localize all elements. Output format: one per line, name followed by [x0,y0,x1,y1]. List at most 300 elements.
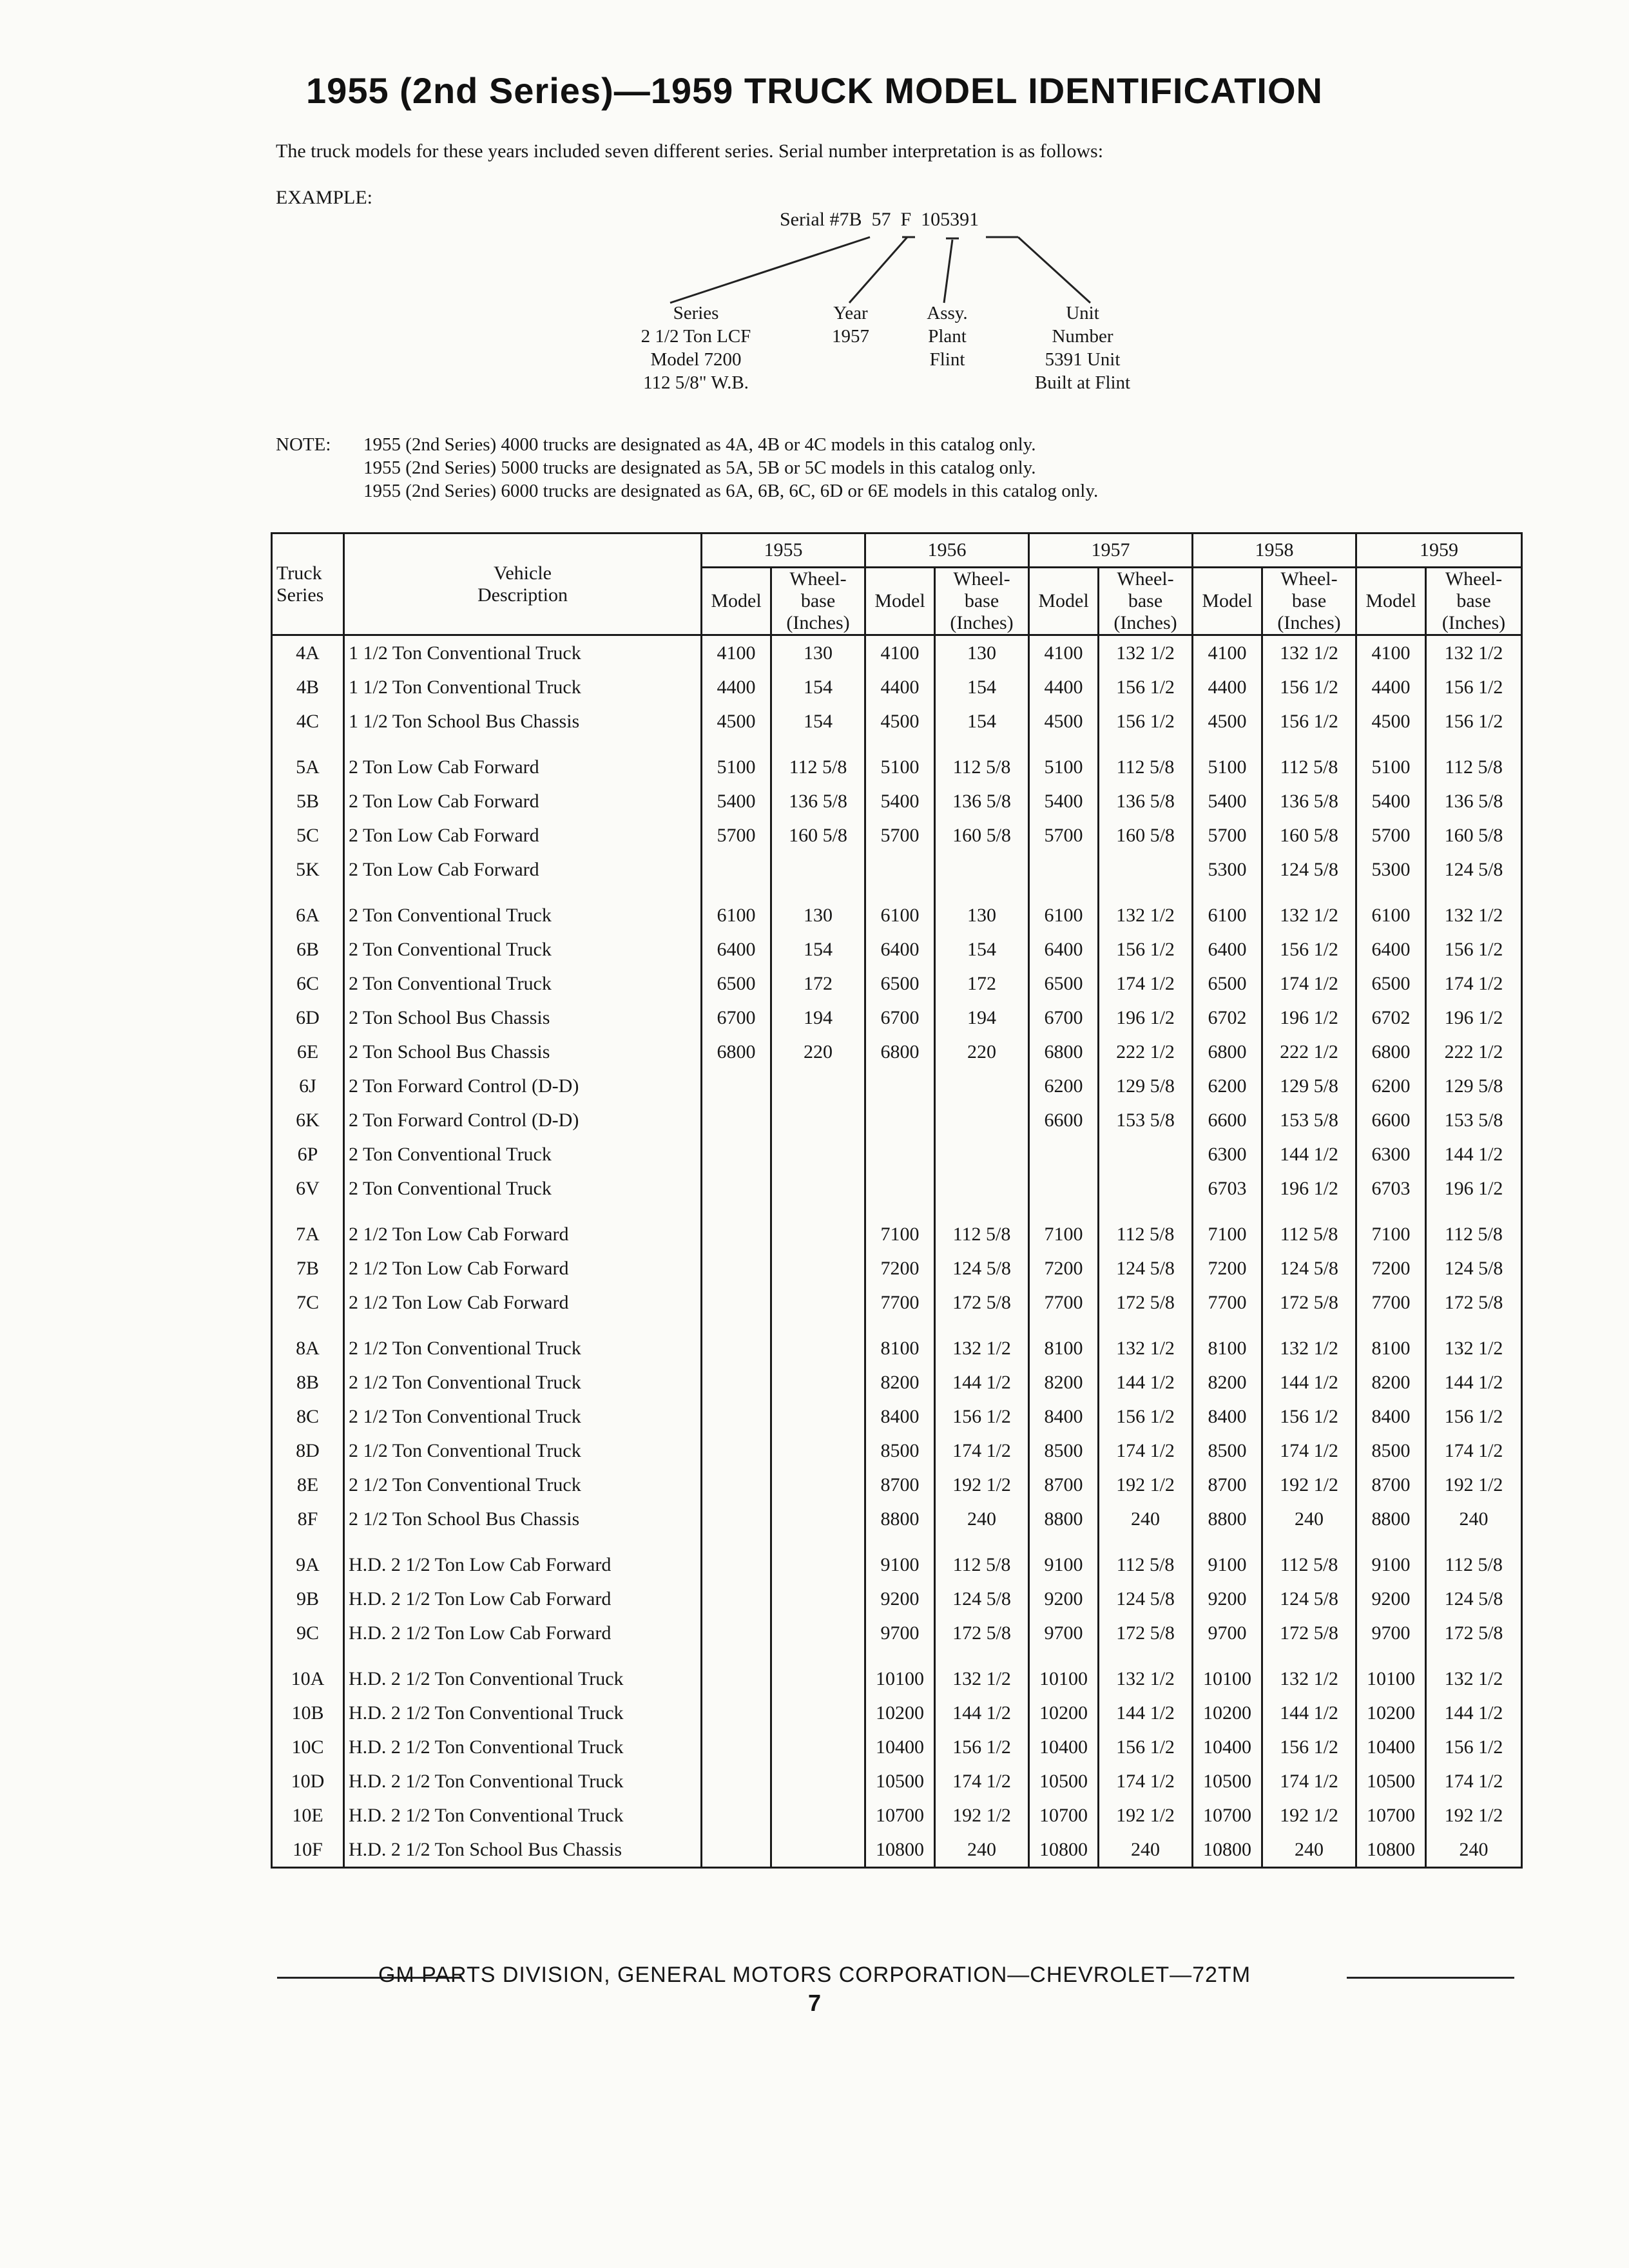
cell-wheelbase: 156 1/2 [1426,704,1522,738]
cell-model: 8700 [1193,1468,1262,1502]
cell-wheelbase: 174 1/2 [1099,1764,1193,1798]
cell-wheelbase [771,1206,865,1251]
cell-model: 10400 [865,1730,935,1764]
cell-wheelbase: 154 [935,670,1029,704]
cell-wheelbase [935,1103,1029,1137]
cell-wheelbase: 144 1/2 [1262,1137,1356,1171]
cell-wheelbase [771,1730,865,1764]
table-row [272,1650,1522,1696]
cell-wheelbase: 132 1/2 [1099,887,1193,932]
example-assy-block [902,302,992,371]
cell-model: 7700 [1356,1285,1426,1320]
cell-model: 6500 [702,966,771,1001]
cell-wheelbase: 112 5/8 [1099,1536,1193,1582]
cell-vehicle-description: 1 1/2 Ton School Bus Chassis [344,704,702,738]
table-row [272,1103,1522,1137]
cell-model [702,1832,771,1868]
cell-model: 4400 [1193,670,1262,704]
cell-model: 10200 [1356,1696,1426,1730]
cell-model: 7200 [1193,1251,1262,1285]
cell-model: 4400 [702,670,771,704]
cell-wheelbase [771,1650,865,1696]
table-row [272,704,1522,738]
cell-model: 10100 [1193,1650,1262,1696]
cell-model [702,1171,771,1206]
cell-model: 7100 [865,1206,935,1251]
cell-wheelbase: 156 1/2 [1262,932,1356,966]
cell-model: 6700 [1029,1001,1099,1035]
cell-wheelbase [1099,1137,1193,1171]
table-row [272,1616,1522,1650]
cell-model: 6800 [1029,1035,1099,1069]
cell-wheelbase: 124 5/8 [1426,852,1522,887]
cell-vehicle-description: 2 Ton Low Cab Forward [344,738,702,784]
cell-wheelbase: 156 1/2 [1099,1730,1193,1764]
table-row [272,818,1522,852]
cell-model: 8400 [1356,1399,1426,1434]
cell-wheelbase: 174 1/2 [1262,1434,1356,1468]
cell-vehicle-description: 2 Ton Forward Control (D-D) [344,1069,702,1103]
cell-vehicle-description: 2 Ton Forward Control (D-D) [344,1103,702,1137]
cell-truck-series: 8C [272,1399,344,1434]
header-year: 1956 [865,533,1029,568]
table-row [272,1251,1522,1285]
header-year: 1958 [1193,533,1356,568]
cell-model: 7200 [1356,1251,1426,1285]
cell-model: 6100 [865,887,935,932]
cell-wheelbase: 174 1/2 [1262,966,1356,1001]
cell-wheelbase: 124 5/8 [935,1251,1029,1285]
cell-vehicle-description: 1 1/2 Ton Conventional Truck [344,635,702,671]
cell-model [1029,852,1099,887]
table-row [272,1365,1522,1399]
cell-wheelbase [771,1468,865,1502]
cell-model: 10800 [1029,1832,1099,1868]
table-row [272,887,1522,932]
cell-wheelbase: 156 1/2 [1426,1399,1522,1434]
cell-model: 6100 [702,887,771,932]
cell-model: 5100 [1356,738,1426,784]
cell-wheelbase [771,1764,865,1798]
table-row [272,635,1522,671]
cell-wheelbase: 112 5/8 [935,1536,1029,1582]
header-year: 1959 [1356,533,1522,568]
cell-model: 10800 [865,1832,935,1868]
cell-wheelbase: 144 1/2 [1426,1137,1522,1171]
cell-model: 9200 [1356,1582,1426,1616]
cell-model: 8400 [1193,1399,1262,1434]
cell-wheelbase: 132 1/2 [1426,635,1522,671]
table-row [272,1206,1522,1251]
cell-truck-series: 6P [272,1137,344,1171]
cell-model [702,1468,771,1502]
cell-model: 9100 [865,1536,935,1582]
cell-model: 8500 [1029,1434,1099,1468]
cell-wheelbase: 124 5/8 [1262,1582,1356,1616]
page-title: 1955 (2nd Series)—1959 TRUCK MODEL IDENTIFICATION [306,70,1323,111]
cell-model: 5700 [702,818,771,852]
cell-wheelbase: 156 1/2 [935,1730,1029,1764]
table-row [272,1001,1522,1035]
truck-model-table [271,532,1523,1869]
intro-text: The truck models for these years included seven different series. Serial number interpretation is as follows: [276,140,1104,162]
cell-model: 6400 [1356,932,1426,966]
cell-model: 9700 [1029,1616,1099,1650]
cell-model [702,1764,771,1798]
example-year-heading: Year [833,303,868,323]
cell-wheelbase: 174 1/2 [1426,1434,1522,1468]
cell-model: 10700 [1193,1798,1262,1832]
cell-truck-series: 6E [272,1035,344,1069]
table-row [272,738,1522,784]
cell-wheelbase: 136 5/8 [1262,784,1356,818]
cell-model: 5700 [1356,818,1426,852]
cell-vehicle-description: 2 Ton Conventional Truck [344,1137,702,1171]
cell-model: 4400 [865,670,935,704]
cell-wheelbase: 124 5/8 [1099,1251,1193,1285]
cell-model: 10700 [865,1798,935,1832]
cell-model: 6700 [702,1001,771,1035]
cell-vehicle-description: 2 1/2 Ton Conventional Truck [344,1434,702,1468]
cell-wheelbase: 144 1/2 [1099,1696,1193,1730]
cell-truck-series: 5C [272,818,344,852]
cell-model: 10400 [1356,1730,1426,1764]
cell-model: 8800 [1193,1502,1262,1536]
cell-model [702,1696,771,1730]
cell-wheelbase: 196 1/2 [1099,1001,1193,1035]
cell-wheelbase: 154 [771,704,865,738]
cell-wheelbase: 174 1/2 [1426,966,1522,1001]
table-row [272,1035,1522,1069]
cell-wheelbase: 196 1/2 [1262,1001,1356,1035]
cell-wheelbase: 240 [1426,1832,1522,1868]
cell-vehicle-description: 2 Ton Conventional Truck [344,966,702,1001]
cell-wheelbase [771,1251,865,1285]
cell-wheelbase: 130 [935,887,1029,932]
table-row [272,670,1522,704]
header-truck-series [272,533,344,635]
cell-model [702,1206,771,1251]
cell-model: 6400 [1193,932,1262,966]
cell-model [702,1650,771,1696]
cell-wheelbase: 156 1/2 [1099,1399,1193,1434]
cell-model: 6300 [1193,1137,1262,1171]
cell-wheelbase [935,1171,1029,1206]
header-model: Model [702,568,771,635]
cell-model: 8800 [1356,1502,1426,1536]
cell-model: 8400 [1029,1399,1099,1434]
cell-wheelbase: 172 5/8 [935,1616,1029,1650]
cell-wheelbase: 132 1/2 [1426,887,1522,932]
cell-model: 6500 [1193,966,1262,1001]
cell-model: 5400 [865,784,935,818]
cell-wheelbase: 196 1/2 [1426,1171,1522,1206]
cell-model: 6400 [1029,932,1099,966]
cell-model: 6100 [1029,887,1099,932]
cell-wheelbase [935,852,1029,887]
example-series-heading: Series [673,303,719,323]
header-wheelbase-line: Wheel- [1280,568,1338,590]
cell-model [702,1285,771,1320]
cell-truck-series: 6D [272,1001,344,1035]
cell-model: 6200 [1356,1069,1426,1103]
cell-model: 8100 [1029,1320,1099,1365]
cell-wheelbase: 192 1/2 [1426,1798,1522,1832]
cell-wheelbase: 144 1/2 [1099,1365,1193,1399]
cell-wheelbase: 132 1/2 [1262,635,1356,671]
cell-truck-series: 9B [272,1582,344,1616]
header-wheelbase-line: base [800,590,836,611]
cell-model: 7100 [1029,1206,1099,1251]
example-series-line: Model 7200 [650,349,742,370]
cell-vehicle-description: H.D. 2 1/2 Ton Low Cab Forward [344,1582,702,1616]
cell-wheelbase [771,1103,865,1137]
header-wheelbase-line: (Inches) [1113,612,1177,633]
cell-wheelbase [771,1365,865,1399]
cell-truck-series: 5A [272,738,344,784]
table-row [272,932,1522,966]
cell-wheelbase: 124 5/8 [1426,1251,1522,1285]
cell-model: 6700 [865,1001,935,1035]
cell-wheelbase: 112 5/8 [1099,1206,1193,1251]
cell-vehicle-description: 2 1/2 Ton Low Cab Forward [344,1206,702,1251]
table-row [272,1320,1522,1365]
cell-truck-series: 10F [272,1832,344,1868]
cell-model [702,1434,771,1468]
cell-truck-series: 5K [272,852,344,887]
cell-wheelbase: 160 5/8 [1099,818,1193,852]
cell-truck-series: 6K [272,1103,344,1137]
note-line: 1955 (2nd Series) 6000 trucks are designated as 6A, 6B, 6C, 6D or 6E models in this catalog only. [363,481,1099,501]
header-truck-series-line: Truck [276,562,322,584]
example-series-block [593,302,799,394]
header-wheelbase-line: Wheel- [789,568,847,590]
cell-model: 7700 [1193,1285,1262,1320]
table-row [272,1502,1522,1536]
cell-wheelbase: 136 5/8 [1426,784,1522,818]
header-wheelbase-line: (Inches) [1441,612,1506,633]
header-model: Model [865,568,935,635]
cell-wheelbase: 112 5/8 [1426,1536,1522,1582]
cell-wheelbase: 240 [1262,1832,1356,1868]
cell-model [865,852,935,887]
cell-model: 6800 [1193,1035,1262,1069]
cell-model: 7100 [1356,1206,1426,1251]
cell-wheelbase: 112 5/8 [1099,738,1193,784]
cell-model: 4100 [865,635,935,671]
cell-wheelbase: 156 1/2 [1426,932,1522,966]
table-row [272,1069,1522,1103]
cell-model: 4100 [1193,635,1262,671]
cell-model [702,1536,771,1582]
cell-wheelbase: 156 1/2 [935,1399,1029,1434]
cell-model: 8400 [865,1399,935,1434]
cell-wheelbase: 220 [771,1035,865,1069]
cell-wheelbase: 192 1/2 [1099,1468,1193,1502]
cell-model: 6703 [1193,1171,1262,1206]
header-truck-series-line: Series [276,584,324,606]
cell-wheelbase: 222 1/2 [1262,1035,1356,1069]
cell-model: 10500 [1193,1764,1262,1798]
cell-truck-series: 10B [272,1696,344,1730]
cell-model: 8100 [1356,1320,1426,1365]
cell-model: 9100 [1029,1536,1099,1582]
cell-model: 6600 [1029,1103,1099,1137]
cell-model [702,1502,771,1536]
cell-wheelbase: 132 1/2 [935,1650,1029,1696]
cell-model: 7700 [1029,1285,1099,1320]
cell-model: 6600 [1356,1103,1426,1137]
cell-model: 4400 [1029,670,1099,704]
cell-wheelbase: 192 1/2 [1262,1798,1356,1832]
cell-wheelbase: 132 1/2 [1262,887,1356,932]
header-wheelbase-line: Wheel- [1117,568,1174,590]
header-year: 1955 [702,533,865,568]
cell-truck-series: 10A [272,1650,344,1696]
cell-model: 8700 [1029,1468,1099,1502]
cell-wheelbase: 132 1/2 [1262,1320,1356,1365]
cell-model [702,1798,771,1832]
header-vehicle-description-text: Vehicle Description [477,562,568,606]
cell-model: 8800 [1029,1502,1099,1536]
header-wheelbase-line: (Inches) [950,612,1014,633]
cell-vehicle-description: H.D. 2 1/2 Ton Low Cab Forward [344,1536,702,1582]
cell-model: 10800 [1356,1832,1426,1868]
cell-wheelbase [935,1137,1029,1171]
cell-model: 10200 [865,1696,935,1730]
cell-model: 5400 [1193,784,1262,818]
cell-model: 8200 [1193,1365,1262,1399]
cell-wheelbase: 240 [1099,1832,1193,1868]
cell-model: 6100 [1356,887,1426,932]
cell-wheelbase: 240 [1426,1502,1522,1536]
cell-wheelbase: 192 1/2 [1262,1468,1356,1502]
cell-model: 10700 [1356,1798,1426,1832]
cell-model: 8100 [1193,1320,1262,1365]
example-unit-block [992,302,1173,394]
cell-wheelbase: 174 1/2 [1099,1434,1193,1468]
cell-wheelbase: 130 [771,887,865,932]
cell-wheelbase: 220 [935,1035,1029,1069]
cell-model [702,852,771,887]
cell-wheelbase [771,1434,865,1468]
cell-wheelbase: 160 5/8 [935,818,1029,852]
cell-model: 8500 [1356,1434,1426,1468]
cell-vehicle-description: 2 1/2 Ton Conventional Truck [344,1320,702,1365]
cell-model: 6400 [702,932,771,966]
series-pointer-line [670,237,870,303]
cell-wheelbase: 154 [935,932,1029,966]
cell-model [865,1103,935,1137]
cell-truck-series: 8D [272,1434,344,1468]
cell-model: 4500 [702,704,771,738]
cell-model: 7200 [865,1251,935,1285]
cell-wheelbase: 222 1/2 [1426,1035,1522,1069]
cell-model: 7700 [865,1285,935,1320]
header-year: 1957 [1029,533,1193,568]
header-vehicle-description [344,533,702,635]
table-row [272,1137,1522,1171]
header-model: Model [1193,568,1262,635]
cell-wheelbase: 174 1/2 [935,1434,1029,1468]
header-model: Model [1356,568,1426,635]
cell-model [702,1320,771,1365]
cell-wheelbase [771,1137,865,1171]
cell-model: 7200 [1029,1251,1099,1285]
cell-wheelbase: 130 [771,635,865,671]
cell-wheelbase: 129 5/8 [1426,1069,1522,1103]
example-unit-heading: Unit [1066,303,1099,323]
cell-wheelbase: 172 5/8 [1262,1616,1356,1650]
cell-wheelbase: 156 1/2 [1099,670,1193,704]
cell-wheelbase: 132 1/2 [1426,1650,1522,1696]
cell-model [702,1365,771,1399]
example-assy-line: Flint [929,349,965,370]
cell-model: 8200 [1029,1365,1099,1399]
cell-wheelbase: 129 5/8 [1262,1069,1356,1103]
table-row [272,784,1522,818]
example-series-line: 2 1/2 Ton LCF [641,326,751,347]
cell-model: 10100 [1029,1650,1099,1696]
header-wheelbase-line: base [1128,590,1163,611]
cell-truck-series: 4B [272,670,344,704]
cell-wheelbase [771,1536,865,1582]
cell-model [1029,1137,1099,1171]
cell-model: 10100 [1356,1650,1426,1696]
header-wheelbase-line: (Inches) [786,612,850,633]
cell-wheelbase: 174 1/2 [1099,966,1193,1001]
cell-vehicle-description: 2 1/2 Ton School Bus Chassis [344,1502,702,1536]
cell-wheelbase: 160 5/8 [1426,818,1522,852]
cell-truck-series: 6V [272,1171,344,1206]
cell-model: 8100 [865,1320,935,1365]
cell-wheelbase: 222 1/2 [1099,1035,1193,1069]
header-wheelbase [771,568,865,635]
cell-wheelbase: 160 5/8 [771,818,865,852]
cell-wheelbase [771,1069,865,1103]
cell-wheelbase: 132 1/2 [1099,1320,1193,1365]
cell-model: 4100 [1356,635,1426,671]
cell-wheelbase: 144 1/2 [1262,1365,1356,1399]
table-row [272,1536,1522,1582]
cell-model: 4500 [1193,704,1262,738]
cell-model: 6702 [1193,1001,1262,1035]
header-wheelbase [1262,568,1356,635]
cell-wheelbase [935,1069,1029,1103]
cell-wheelbase: 192 1/2 [935,1798,1029,1832]
assy-pointer-line [944,240,952,303]
cell-wheelbase: 132 1/2 [1262,1650,1356,1696]
example-year-block [812,302,889,348]
cell-vehicle-description: H.D. 2 1/2 Ton Conventional Truck [344,1798,702,1832]
table-body [272,635,1522,1868]
cell-wheelbase: 172 5/8 [935,1285,1029,1320]
cell-model: 9200 [1193,1582,1262,1616]
footer-text: GM PARTS DIVISION, GENERAL MOTORS CORPORATION—CHEVROLET—72TM [378,1963,1251,1987]
cell-wheelbase: 192 1/2 [1099,1798,1193,1832]
cell-truck-series: 8F [272,1502,344,1536]
cell-wheelbase: 132 1/2 [935,1320,1029,1365]
cell-vehicle-description: H.D. 2 1/2 Ton Conventional Truck [344,1696,702,1730]
cell-wheelbase: 130 [935,635,1029,671]
cell-model: 6100 [1193,887,1262,932]
cell-wheelbase: 124 5/8 [1262,1251,1356,1285]
table-row [272,1798,1522,1832]
cell-wheelbase: 153 5/8 [1426,1103,1522,1137]
cell-model: 10400 [1029,1730,1099,1764]
cell-model: 10500 [1029,1764,1099,1798]
cell-model: 9100 [1193,1536,1262,1582]
